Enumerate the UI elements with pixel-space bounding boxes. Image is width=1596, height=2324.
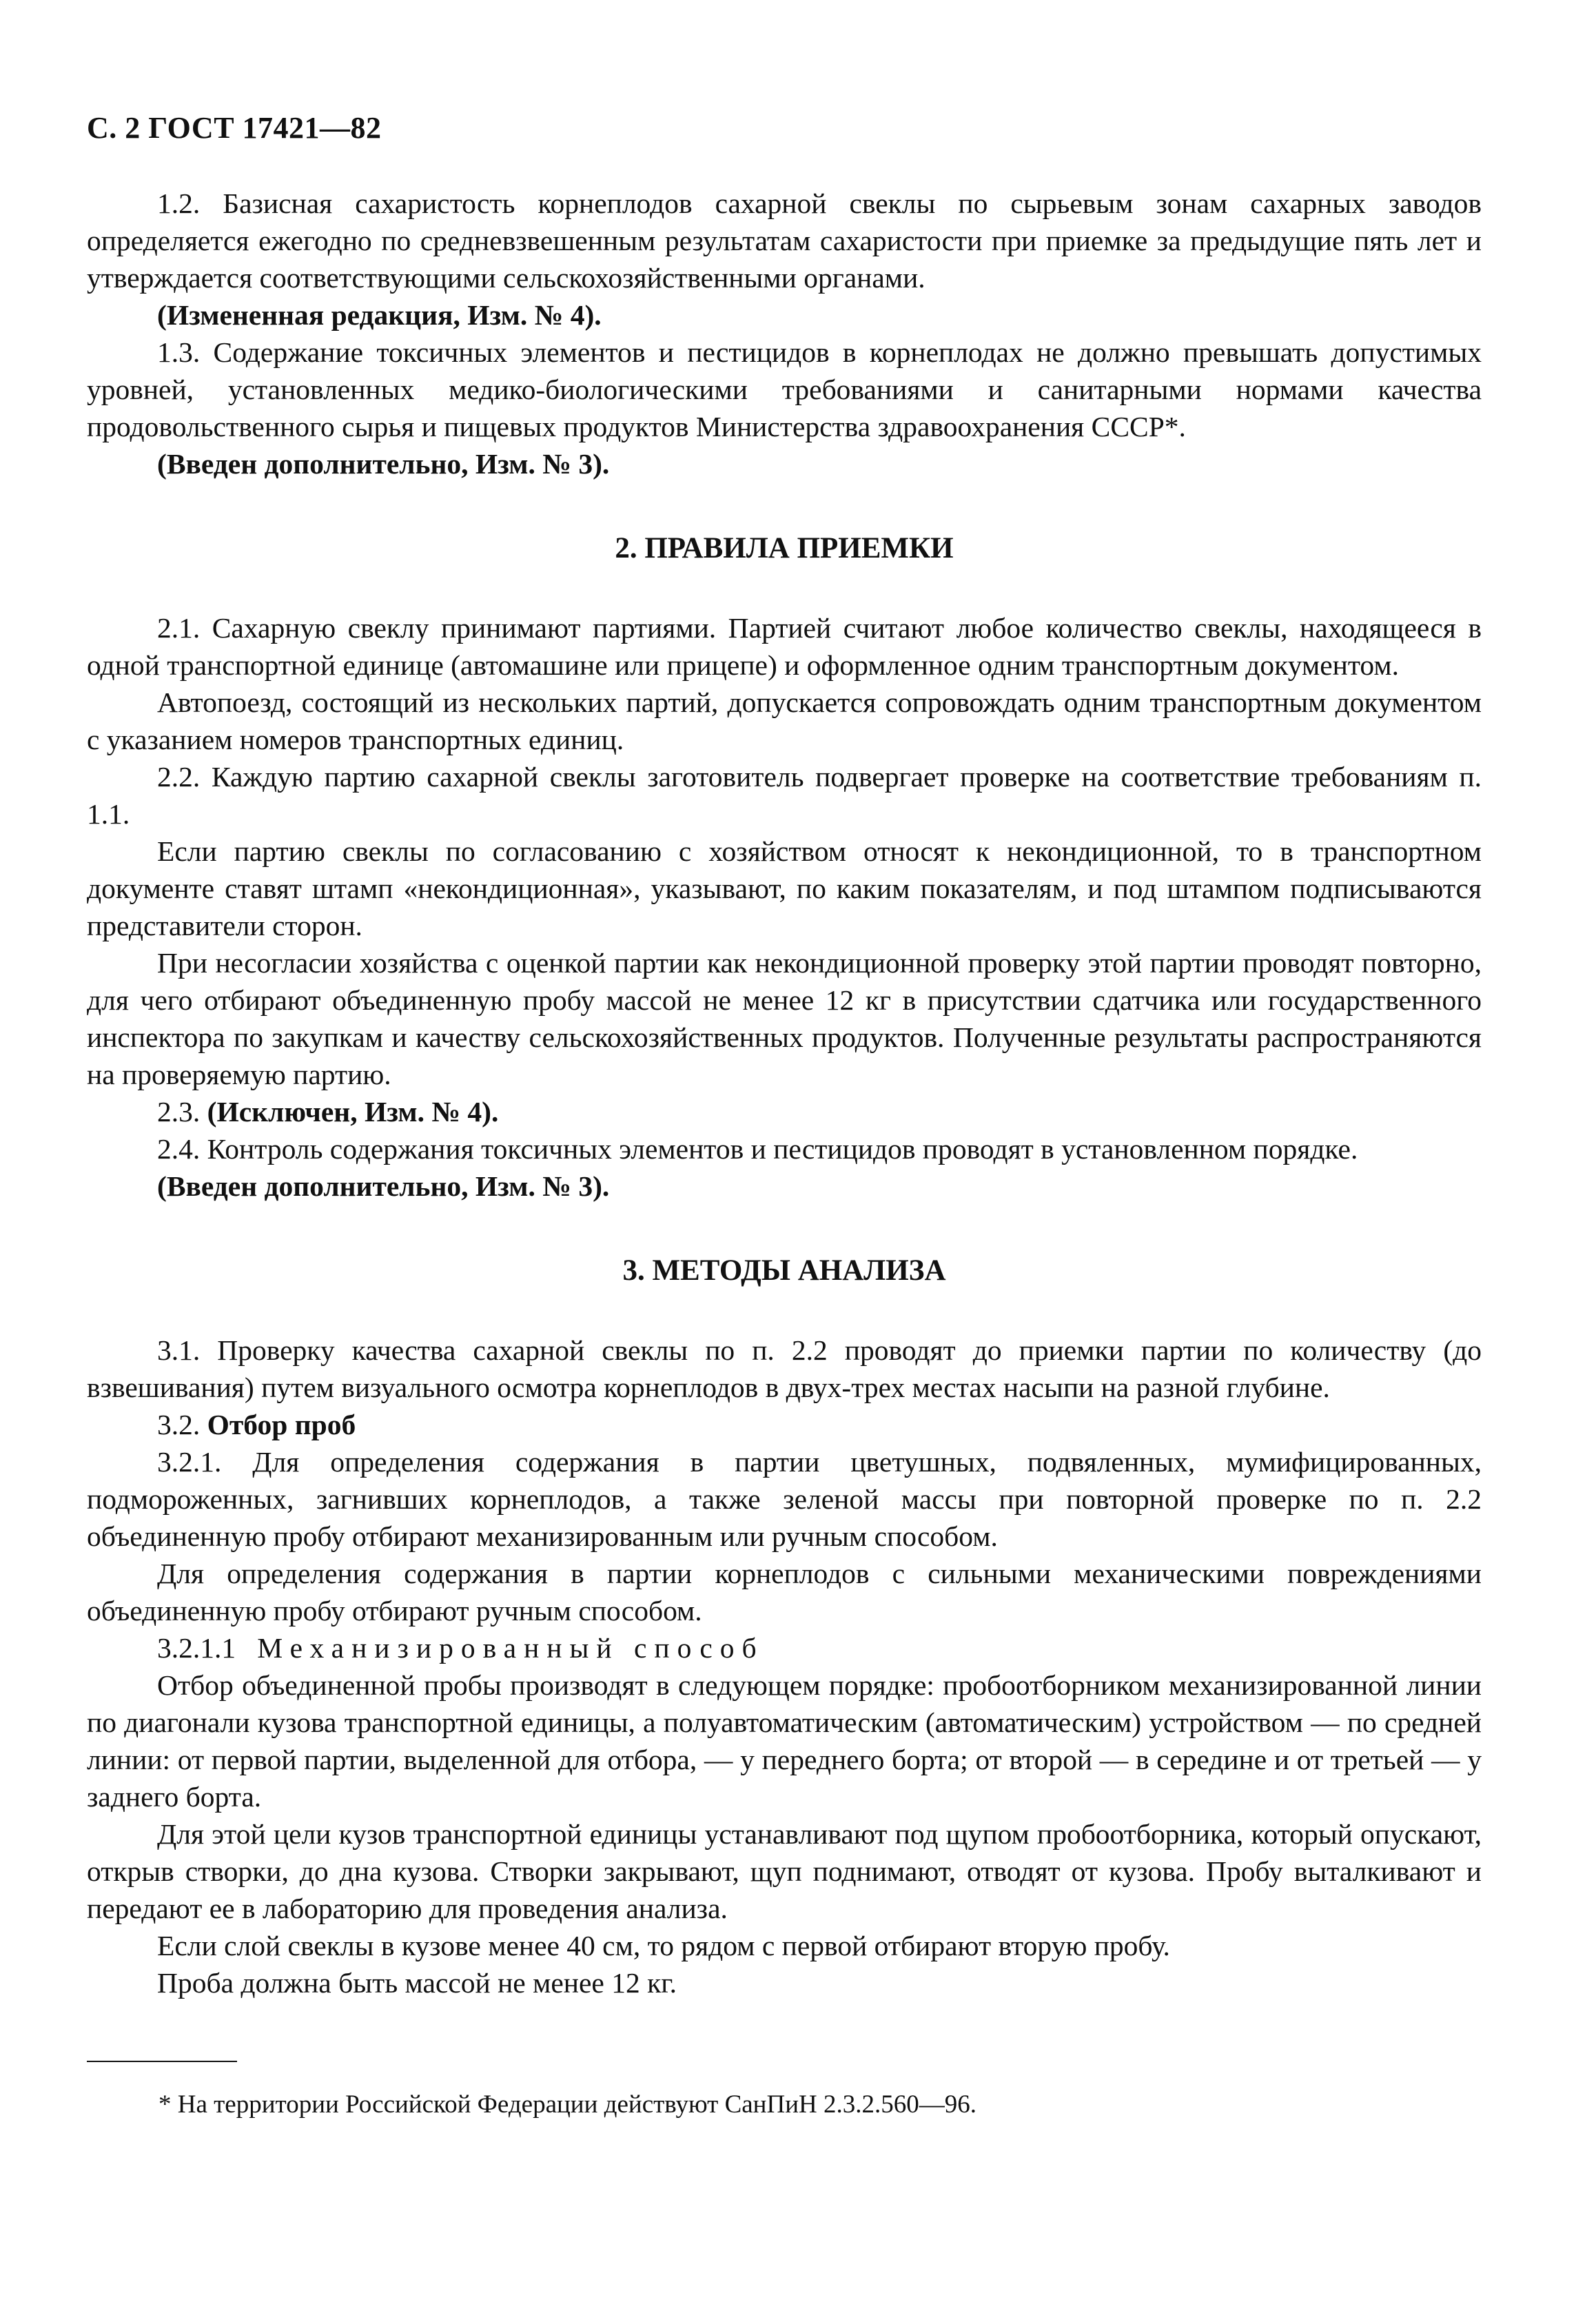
paragraph-number: 3.2. xyxy=(157,1409,201,1440)
amendment-note: (Введен дополнительно, Изм. № 3). xyxy=(157,448,610,480)
paragraph-1-3: 1.3. Содержание токсичных элементов и пестицидов в корнеплодах не должно превышать допустимых уровней, установленных медико-биологическими требованиями и санитарными нормами качества продовольственного сырья и пищевых продуктов Министерства здравоохранения СССР*. xyxy=(87,336,1482,442)
amendment-note: (Измененная редакция, Изм. № 4). xyxy=(157,299,602,331)
paragraph-2-3 xyxy=(87,1093,1482,1130)
section-heading-analysis-methods: 3. МЕТОДЫ АНАЛИЗА xyxy=(622,1254,946,1287)
paragraph-3-2 xyxy=(87,1406,1482,1443)
amendment-note: (Введен дополнительно, Изм. № 3). xyxy=(157,1170,610,1202)
paragraph-1-2: 1.2. Базисная сахаристость корнеплодов сахарной свеклы по сырьевым зонам сахарных заводов определяется ежегодно по средневзвешенным результатам сахаристости при приемке за предыдущие пять лет и утверждается соответствующими сельскохозяйственными органами. xyxy=(87,187,1482,294)
page-header: С. 2 ГОСТ 17421—82 xyxy=(87,111,382,145)
paragraph-2-1-continued: Автопоезд, состоящий из нескольких партий, допускается сопровождать одним транспортным документом с указанием номеров транспортных единиц. xyxy=(87,686,1482,755)
paragraph-3-2-1-1-d: Проба должна быть массой не менее 12 кг. xyxy=(157,1967,677,1999)
paragraph-2-2-continued: Если партию свеклы по согласованию с хозяйством относят к некондиционной, то в транспортном документе ставят штамп «некондиционная», указывают, по каким показателям, и под штампом подписываются представители сторон. xyxy=(87,835,1482,941)
paragraph-2-2: 2.2. Каждую партию сахарной свеклы заготовитель подвергает проверке на соответствие требованиям п. 1.1. xyxy=(87,761,1482,830)
paragraph-3-2-1-1 xyxy=(87,1629,1482,1666)
footnote: * На территории Российской Федерации действуют СанПиН 2.3.2.560—96. xyxy=(158,2090,976,2119)
subsection-title: Отбор проб xyxy=(207,1409,356,1440)
paragraph-2-2-continued-2: При несогласии хозяйства с оценкой партии как некондиционной проверку этой партии проводят повторно, для чего отбирают объединенную пробу массой не менее 12 кг в присутствии сдатчика или государственного инспектора по закупкам и качеству сельскохозяйственных продуктов. Полученные результаты распространяются на проверяемую партию. xyxy=(87,947,1482,1090)
paragraph-3-2-1-1-c: Если слой свеклы в кузове менее 40 см, то рядом с первой отбирают вторую пробу. xyxy=(157,1930,1170,1961)
paragraph-3-2-1-1-a: Отбор объединенной пробы производят в следующем порядке: пробоотборником механизированной линии по диагонали кузова транспортной единицы, а полуавтоматическим (автоматическим) устройством — по средней линии: от первой партии, выделенной для отбора, — у переднего борта; от второй — в середине и от третьей — у заднего борта. xyxy=(87,1669,1482,1813)
paragraph-2-1: 2.1. Сахарную свеклу принимают партиями. Партией считают любое количество свеклы, находящееся в одной транспортной единице (автомашине или прицепе) и оформленное одним транспортным документом. xyxy=(87,612,1482,681)
paragraph-2-4: 2.4. Контроль содержания токсичных элементов и пестицидов проводят в установленном порядке. xyxy=(157,1133,1358,1165)
subsection-title: Механизированный способ xyxy=(257,1632,764,1664)
document-body xyxy=(87,185,1482,2001)
paragraph-3-2-1-continued: Для определения содержания в партии корнеплодов с сильными механическими повреждениями объединенную пробу отбирают ручным способом. xyxy=(87,1558,1482,1627)
paragraph-number: 3.2.1.1 xyxy=(157,1632,236,1664)
footnote-divider xyxy=(87,2061,237,2062)
paragraph-number: 2.3. xyxy=(157,1096,201,1128)
amendment-note: (Исключен, Изм. № 4). xyxy=(207,1096,499,1128)
section-heading-acceptance-rules: 2. ПРАВИЛА ПРИЕМКИ xyxy=(615,532,954,564)
paragraph-3-1: 3.1. Проверку качества сахарной свеклы по п. 2.2 проводят до приемки партии по количеству (до взвешивания) путем визуального осмотра корнеплодов в двух-трех местах насыпи на разной глубине. xyxy=(87,1334,1482,1403)
paragraph-3-2-1: 3.2.1. Для определения содержания в партии цветушных, подвяленных, мумифицированных, подмороженных, загнивших корнеплодов, а также зеленой массы при повторной проверке по п. 2.2 объединенную пробу отбирают механизированным или ручным способом. xyxy=(87,1446,1482,1552)
paragraph-3-2-1-1-b: Для этой цели кузов транспортной единицы устанавливают под щупом пробоотборника, который опускают, открыв створки, до дна кузова. Створки закрывают, щуп поднимают, отводят от кузова. Пробу выталкивают и передают ее в лабораторию для проведения анализа. xyxy=(87,1818,1482,1924)
